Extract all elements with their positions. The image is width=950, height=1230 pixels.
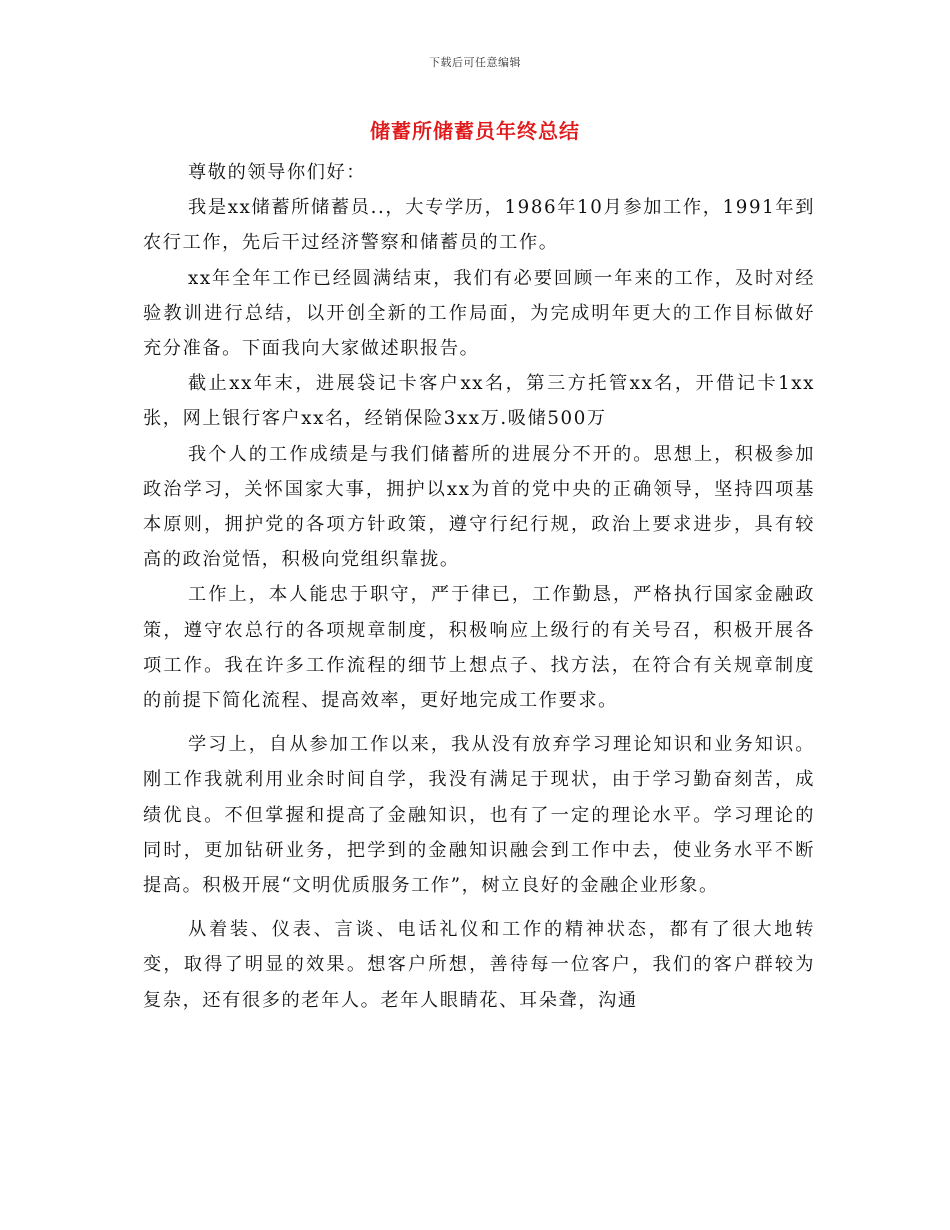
paragraph-5: 工作上，本人能忠于职守，严于律已，工作勤恳，严格执行国家金融政策，遵守农总行的各项规章制度，积极响应上级行的有关号召，积极开展各项工作。我在许多工作流程的细节上想点子、找方法，在符合有关规章制度的前提下简化流程、提高效率，更好地完成工作要求。 [143,584,815,712]
header-note: 下载后可任意编辑 [429,56,521,69]
paragraph-7: 从着装、仪表、言谈、电话礼仪和工作的精神状态，都有了很大地转变，取得了明显的效果。想客户所想，善待每一位客户，我们的客户群较为复杂，还有很多的老年人。老年人眼睛花、耳朵聋，沟通 [143,919,815,1011]
document-title: 储蓄所储蓄员年终总结 [370,119,580,143]
paragraph-3: 截止xx年末，进展袋记卡客户xx名，第三方托管xx名，开借记卡1xx张，网上银行客户xx名，经销保险3xx万.吸储500万 [143,373,815,430]
document-body [143,155,815,1018]
paragraph-4: 我个人的工作成绩是与我们储蓄所的进展分不开的。思想上，积极参加政治学习，关怀国家大事，拥护以xx为首的党中央的正确领导，坚持四项基本原则，拥护党的各项方针政策，遵守行纪行规，政治上要求进步，具有较高的政治觉悟，积极向党组织靠拢。 [143,443,815,571]
paragraph-2: xx年全年工作已经圆满结束，我们有必要回顾一年来的工作，及时对经验教训进行总结，以开创全新的工作局面，为完成明年更大的工作目标做好充分准备。下面我向大家做述职报告。 [143,267,815,360]
greeting-line: 尊敬的领导你们好： [188,162,367,183]
paragraph-6: 学习上，自从参加工作以来，我从没有放弃学习理论知识和业务知识。刚工作我就利用业余时间自学，我没有满足于现状，由于学习勤奋刻苦，成绩优良。不但掌握和提高了金融知识，也有了一定的理论水平。学习理论的同时，更加钻研业务，把学到的金融知识融会到工作中去，使业务水平不断提高。积极开展“文明优质服务工作”，树立良好的金融企业形象。 [143,734,815,897]
paragraph-1: 我是xx储蓄所储蓄员..，大专学历，1986年10月参加工作，1991年到农行工作，先后干过经济警察和储蓄员的工作。 [143,197,815,254]
